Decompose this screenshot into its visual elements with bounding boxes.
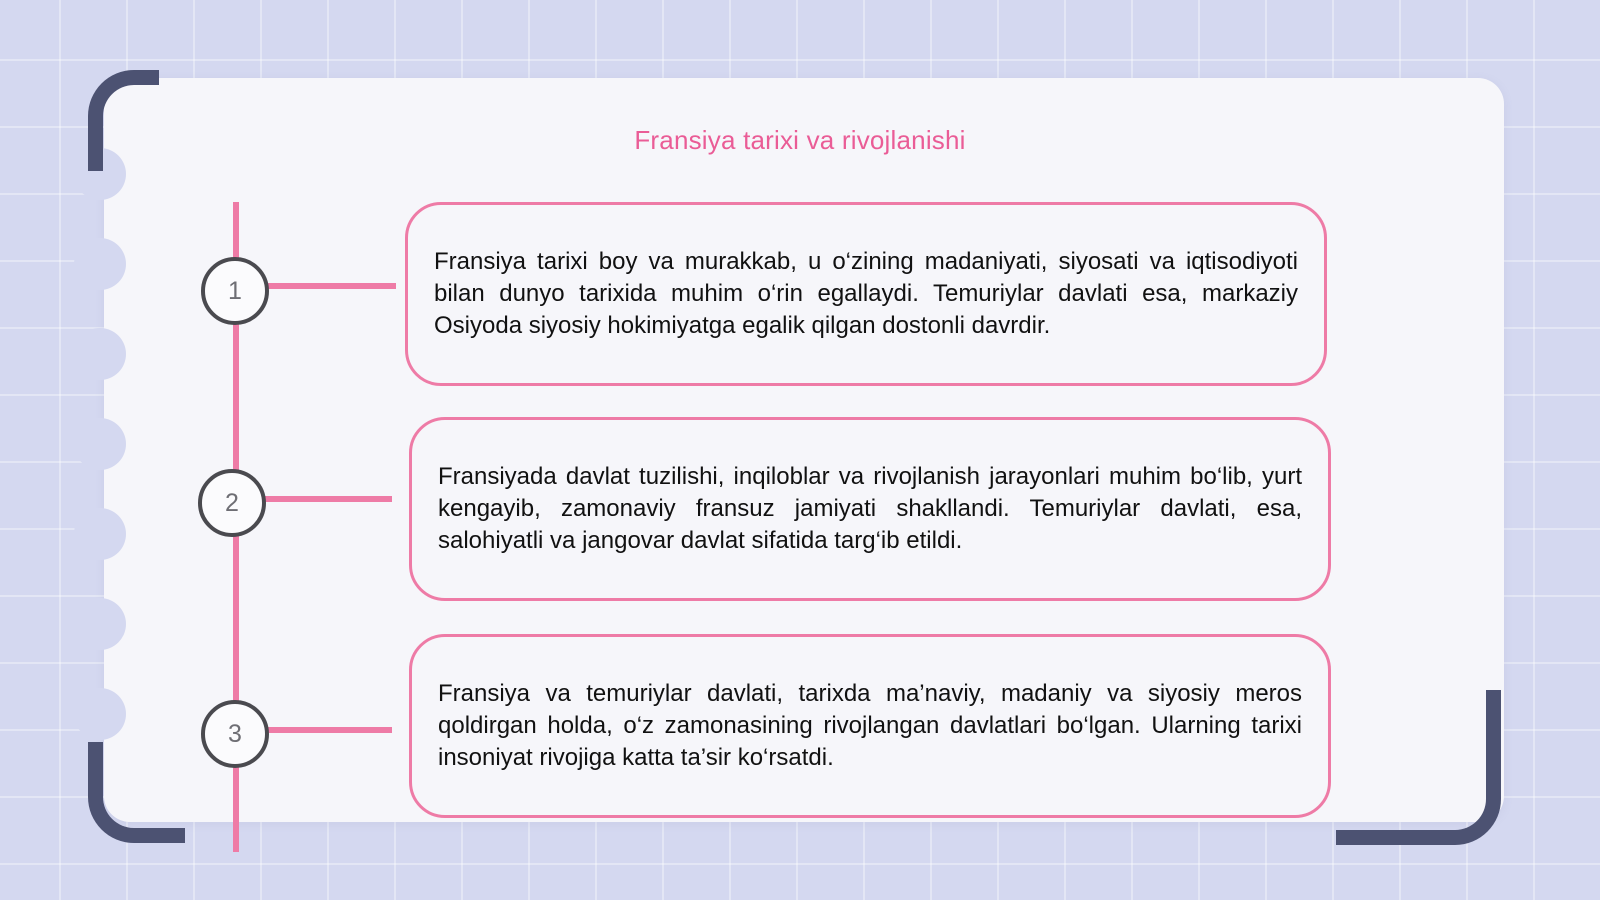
frame-corner-bottom-right — [1336, 690, 1501, 845]
frame-corner-bottom-left — [88, 742, 185, 843]
timeline-item-2 — [409, 417, 1331, 601]
binder-notch — [74, 418, 126, 470]
binder-notch — [74, 238, 126, 290]
timeline-marker-2: 2 — [198, 469, 266, 537]
timeline-item-3 — [409, 634, 1331, 818]
timeline-marker-1: 1 — [201, 257, 269, 325]
timeline-connector-1 — [264, 283, 396, 289]
timeline-item-1 — [405, 202, 1327, 386]
timeline-connector-2 — [262, 496, 392, 502]
timeline-marker-3: 3 — [201, 700, 269, 768]
timeline-item-text: Fransiya tarixi boy va murakkab, u o‘zining madaniyati, siyosati va iqtisodiyoti bilan dunyo tarixida muhim o‘rin egallaydi. Temuriylar davlati esa, markaziy Osiyoda siyosiy hokimiyatga egalik qilgan dostonli davrdir. — [434, 248, 1298, 339]
binder-notch — [74, 598, 126, 650]
timeline-connector-3 — [264, 727, 392, 733]
timeline-item-text: Fransiyada davlat tuzilishi, inqiloblar va rivojlanish jarayonlari muhim bo‘lib, yurt kengayib, zamonaviy fransuz jamiyati shakllandi. Temuriylar davlati, esa, salohiyatli va jangovar davlat sifatida targ‘ib etildi. — [438, 463, 1302, 554]
binder-notch — [74, 688, 126, 740]
binder-notch — [74, 508, 126, 560]
frame-corner-top-left — [88, 70, 159, 171]
slide-title: Fransiya tarixi va rivojlanishi — [634, 125, 966, 155]
timeline-item-text: Fransiya va temuriylar davlati, tarixda ma’naviy, madaniy va siyosiy meros qoldirgan holda, o‘z zamonasining rivojlangan davlatlari bo‘lgan. Ularning tarixi insoniyat rivojiga katta ta’sir ko‘rsatdi. — [438, 680, 1302, 771]
binder-notch — [74, 328, 126, 380]
